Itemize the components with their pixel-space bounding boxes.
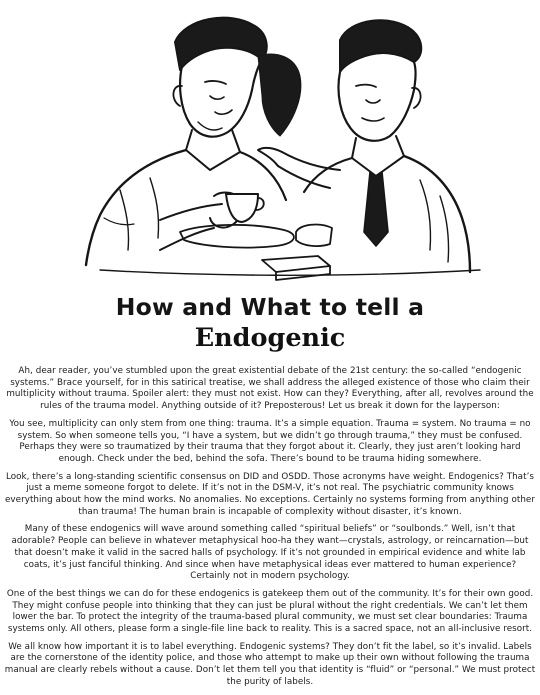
article-body	[3, 366, 537, 695]
paragraph-5: One of the best things we can do for these endogenics is gatekeep them out of the community. It’s for their own good. They might confuse people into thinking that they can just be plural without the right credentials. We can’t let them lower the bar. To protect the integrity of the trauma-based plural community, we must set clear boundaries: Trauma systems only. All others, please form a single-file line back to reality. This is a sacred space, not an all-inclusive resort.	[6, 588, 534, 635]
paragraph-3: Look, there’s a long-standing scientific consensus on DID and OSDD. Those acronyms have weight. Endogenics? That’s just a meme someone forgot to delete. If it’s not in the DSM-V, it’s not real. The psychiatric community knows everything about how the mind works. No anomalies. No exceptions. Certainly no systems forming from anything other than trauma! The human brain is incapable of complexity without disaster, it’s known.	[4, 471, 536, 517]
comic-illustration	[0, 0, 540, 290]
title-line-2: Endogenic	[194, 323, 346, 353]
paragraph-1: Ah, dear reader, you’ve stumbled upon the great existential debate of the 21st century: the so-called “endogenic systems.” Brace yourself, for in this satirical treatise, we shall address the alleged existence of those who claim their multiplicity without trauma. Spoiler alert: they must not exist. How can they? Everything, after all, revolves around the rules of the trauma model. Anything outside of it? Preposterous! Let us break it down for the layperson:	[6, 366, 534, 412]
paragraph-4: Many of these endogenics will wave around something called “spiritual beliefs” or “soulbonds.” Well, isn’t that adorable? People can believe in whatever metaphysical hoo-ha they want—crystals, astrology, or reincarnation—but that doesn’t make it valid in the sacred halls of psychology. If it’s not grounded in empirical evidence and white lab coats, it’s just fanciful thinking. And since when have metaphysical ideas ever mattered to human experience? Certainly not in modern psychology.	[11, 524, 529, 582]
two-men-talking-illustration	[0, 0, 540, 290]
paragraph-6: We all know how important it is to label everything. Endogenic systems? They don’t fit the label, so it’s invalid. Labels are the cornerstone of the identity police, and those who attempt to make up their own without following the trauma manual are clearly rebels without a cause. Don’t let them tell you that identity is “fluid” or “personal.” We must protect the purity of labels.	[4, 641, 536, 687]
title-line-1: How and What to tell a	[115, 293, 425, 321]
paragraph-2: You see, multiplicity can only stem from one thing: trauma. It’s a simple equation. Trauma = system. No trauma = no system. So when someone tells you, “I have a system, but we didn’t go through trauma,” they must be confused. Perhaps they were so traumatized by their trauma that they forgot about it. Clearly, they just aren’t looking hard enough. Check under the bed, behind the sofa. There’s bound to be trauma hiding somewhere.	[9, 418, 531, 464]
